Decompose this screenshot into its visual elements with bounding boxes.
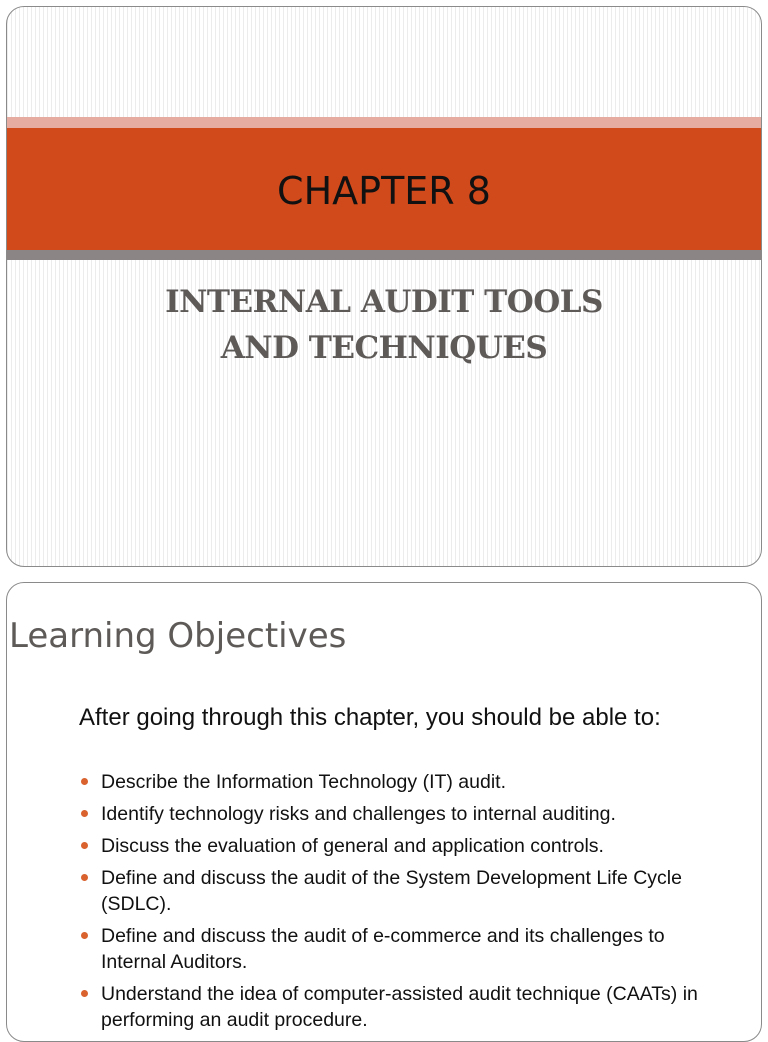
learning-objectives-heading: Learning Objectives <box>9 616 347 656</box>
subtitle-line-1: INTERNAL AUDIT TOOLS <box>165 284 603 320</box>
objective-item <box>79 865 699 917</box>
chapter-title: CHAPTER 8 <box>277 169 491 213</box>
objective-item <box>79 923 699 975</box>
objective-text: Identify technology risks and challenges to internal auditing. <box>101 803 616 825</box>
title-band <box>7 128 761 250</box>
bullet-dot-icon <box>81 932 88 939</box>
objectives-list <box>79 769 699 1039</box>
subtitle-line-2: AND TECHNIQUES <box>220 330 548 366</box>
accent-band-bottom <box>7 250 761 260</box>
bullet-dot-icon <box>81 778 88 785</box>
chapter-subtitle <box>7 279 761 371</box>
bullet-dot-icon <box>81 842 88 849</box>
objective-text: Define and discuss the audit of the System Development Life Cycle (SDLC). <box>101 867 682 915</box>
bullet-dot-icon <box>81 990 88 997</box>
objective-text: Describe the Information Technology (IT) audit. <box>101 771 507 793</box>
objective-item <box>79 833 699 859</box>
bullet-dot-icon <box>81 810 88 817</box>
objective-text: Discuss the evaluation of general and application controls. <box>101 835 604 857</box>
objective-item <box>79 769 699 795</box>
objective-text: Understand the idea of computer-assisted audit technique (CAATs) in performing an audit procedure. <box>101 983 698 1031</box>
learning-objectives-intro: After going through this chapter, you should be able to: <box>79 704 661 731</box>
objective-text: Define and discuss the audit of e-commerce and its challenges to Internal Auditors. <box>101 925 665 973</box>
objective-item <box>79 981 699 1033</box>
slide-chapter-title <box>6 6 762 567</box>
accent-band-top <box>7 117 761 128</box>
slide-learning-objectives <box>6 582 762 1042</box>
objective-item <box>79 801 699 827</box>
bullet-dot-icon <box>81 874 88 881</box>
